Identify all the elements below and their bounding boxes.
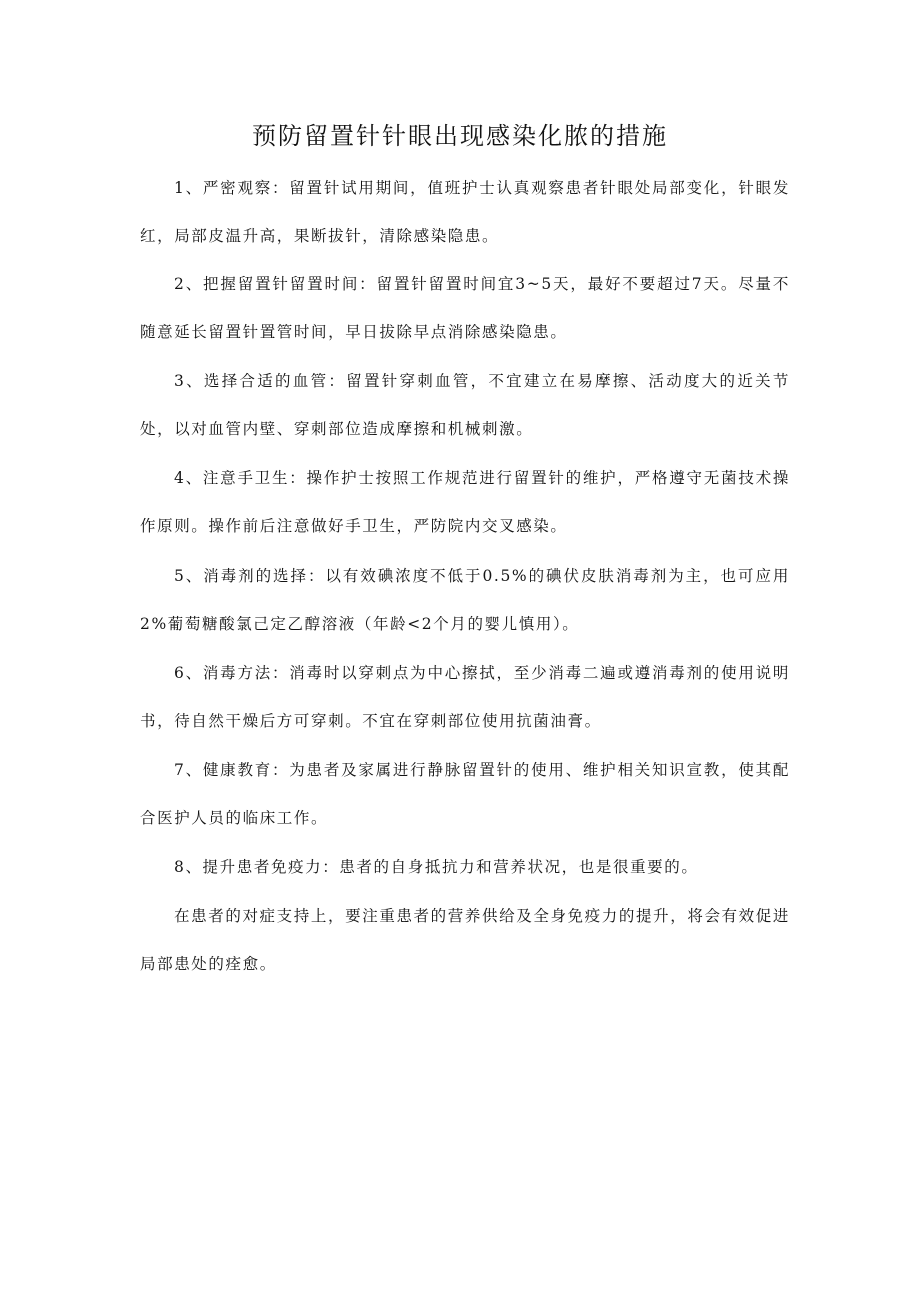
paragraph-5: 5、消毒剂的选择：以有效碘浓度不低于0.5%的碘伏皮肤消毒剂为主，也可应用2%葡萄糖酸氯己定乙醇溶液（年龄<2个月的婴儿慎用）。 [140,567,790,633]
paragraph-6: 6、消毒方法：消毒时以穿刺点为中心擦拭，至少消毒二遍或遵消毒剂的使用说明书，待自然干燥后方可穿刺。不宜在穿刺部位使用抗菌油膏。 [140,664,790,730]
paragraph-1: 1、严密观察：留置针试用期间，值班护士认真观察患者针眼处局部变化，针眼发红，局部皮温升高，果断拔针，清除感染隐患。 [140,179,790,245]
paragraph-3: 3、选择合适的血管：留置针穿刺血管，不宜建立在易摩擦、活动度大的近关节处，以对血管内壁、穿刺部位造成摩擦和机械刺激。 [140,372,790,438]
paragraph-8: 8、提升患者免疫力：患者的自身抵抗力和营养状况，也是很重要的。 [174,858,699,876]
paragraph-2: 2、把握留置针留置时间：留置针留置时间宜3~5天，最好不要超过7天。尽量不随意延长留置针置管时间，早日拔除早点消除感染隐患。 [140,275,790,341]
paragraph-7: 7、健康教育：为患者及家属进行静脉留置针的使用、维护相关知识宣教，使其配合医护人员的临床工作。 [140,761,790,827]
paragraph-9: 在患者的对症支持上，要注重患者的营养供给及全身免疫力的提升，将会有效促进局部患处的痊愈。 [140,907,790,973]
document-title: 预防留置针针眼出现感染化脓的措施 [252,122,668,150]
paragraph-4: 4、注意手卫生：操作护士按照工作规范进行留置针的维护，严格遵守无菌技术操作原则。操作前后注意做好手卫生，严防院内交叉感染。 [140,469,790,535]
